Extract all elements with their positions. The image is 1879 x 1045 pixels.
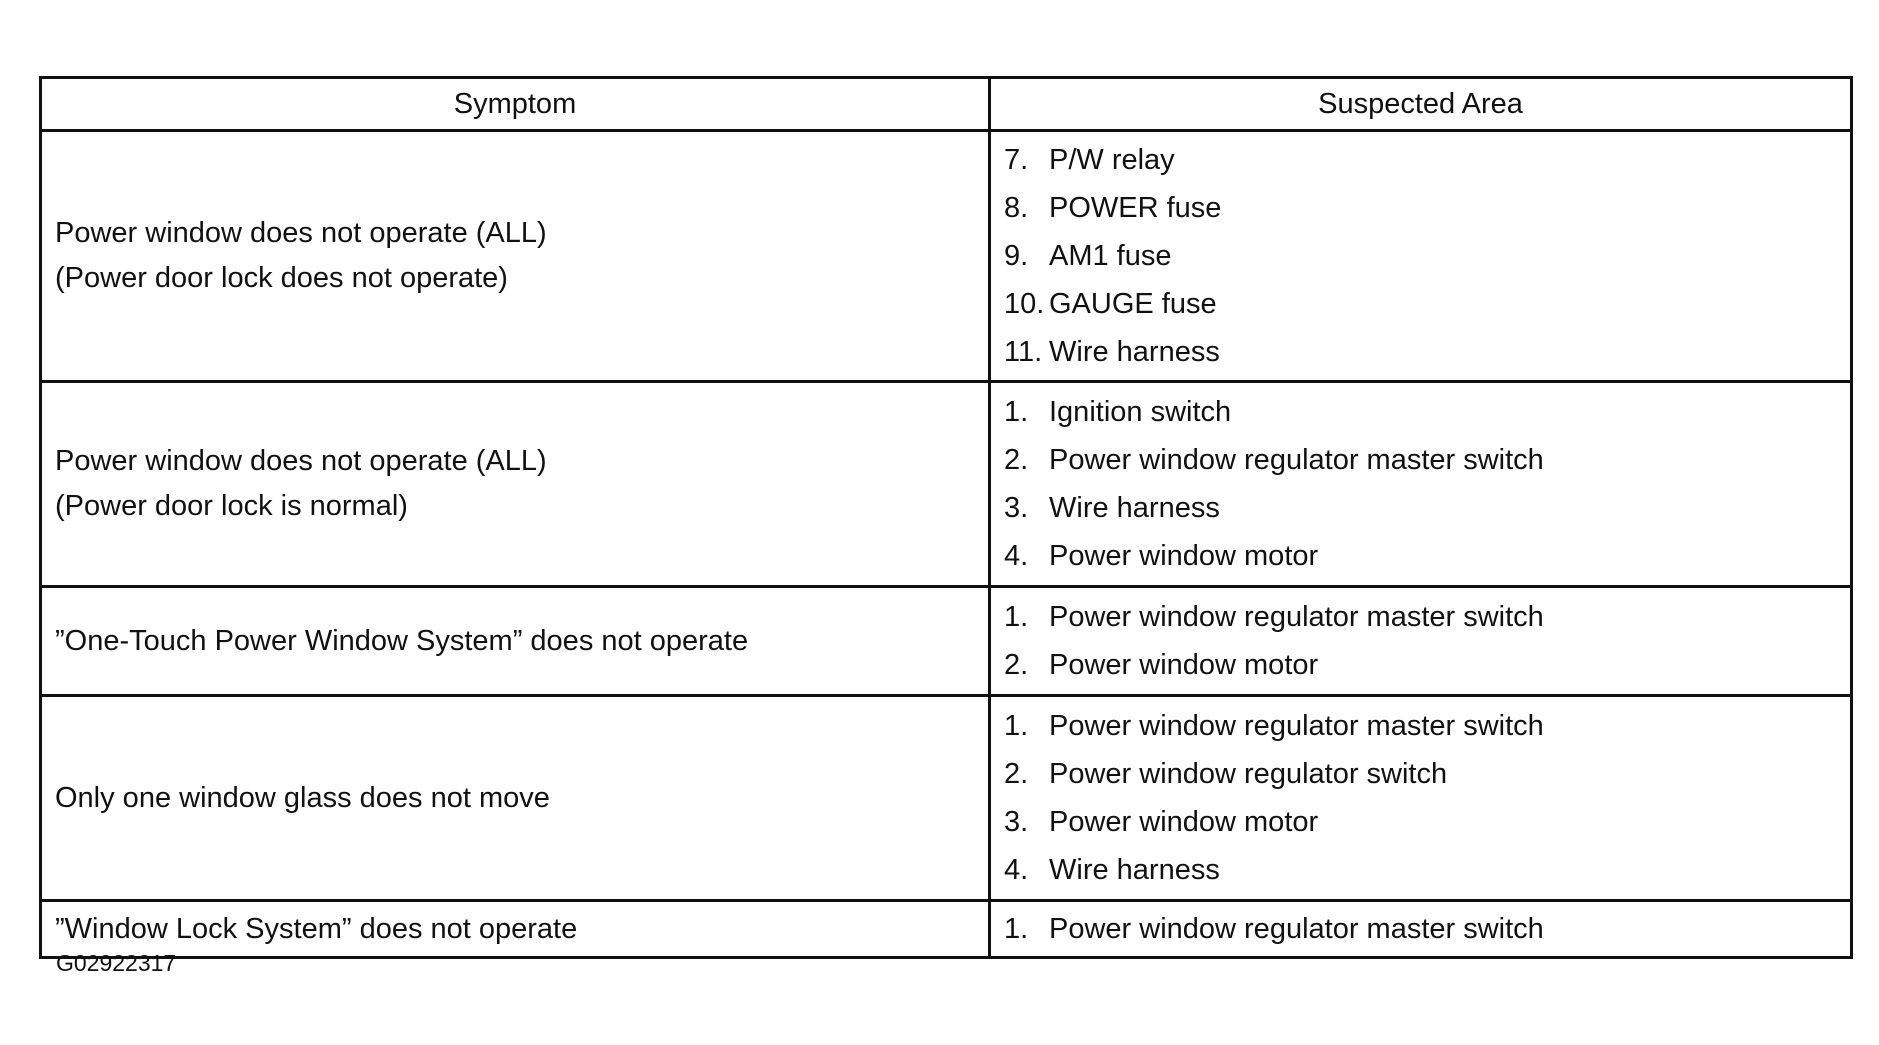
area-item <box>1004 232 1850 280</box>
header-suspected-area: Suspected Area <box>990 78 1852 131</box>
suspected-area-cell <box>990 901 1852 958</box>
table-header-row <box>41 78 1852 131</box>
symptom-cell <box>41 696 990 901</box>
area-item <box>1004 328 1850 376</box>
area-item <box>1004 136 1850 184</box>
table-row <box>41 382 1852 587</box>
area-text: P/W relay <box>1049 144 1175 176</box>
area-text: Power window regulator switch <box>1049 758 1448 790</box>
area-text: Power window motor <box>1049 540 1319 572</box>
area-text: GAUGE fuse <box>1049 288 1217 320</box>
symptom-line: Power window does not operate (ALL) <box>55 217 547 249</box>
area-number: 1. <box>1004 710 1029 742</box>
area-item <box>1004 484 1850 532</box>
area-number: 4. <box>1004 540 1029 572</box>
area-number: 3. <box>1004 806 1029 838</box>
symptom-cell <box>41 587 990 696</box>
area-item <box>1004 641 1850 689</box>
area-item <box>1004 280 1850 328</box>
area-number: 1. <box>1004 601 1029 633</box>
suspected-area-cell <box>990 587 1852 696</box>
symptom-line: (Power door lock is normal) <box>55 490 408 522</box>
area-text: AM1 fuse <box>1049 240 1172 272</box>
area-text: Power window regulator master switch <box>1049 444 1544 476</box>
symptom-line: Only one window glass does not move <box>55 781 550 814</box>
area-number: 2. <box>1004 758 1029 790</box>
area-number: 1. <box>1004 913 1029 945</box>
area-number: 1. <box>1004 396 1029 428</box>
troubleshooting-table-wrapper <box>39 76 1850 959</box>
area-text: Power window regulator master switch <box>1049 913 1544 945</box>
symptom-cell <box>41 901 990 958</box>
table-row <box>41 587 1852 696</box>
area-text: Power window regulator master switch <box>1049 710 1544 742</box>
area-item <box>1004 532 1850 580</box>
area-item <box>1004 905 1850 953</box>
area-item <box>1004 593 1850 641</box>
area-number: 8. <box>1004 192 1029 224</box>
area-text: Wire harness <box>1049 336 1220 368</box>
symptom-line: Power window does not operate (ALL) <box>55 445 547 477</box>
table-row <box>41 901 1852 958</box>
area-item <box>1004 184 1850 232</box>
header-symptom: Symptom <box>41 78 990 131</box>
area-number: 4. <box>1004 854 1029 886</box>
suspected-area-cell <box>990 696 1852 901</box>
area-text: Power window regulator master switch <box>1049 601 1544 633</box>
suspected-area-cell <box>990 382 1852 587</box>
area-text: Power window motor <box>1049 806 1319 838</box>
area-item <box>1004 436 1850 484</box>
symptom-line: ”Window Lock System” does not operate <box>55 912 578 945</box>
table-row <box>41 131 1852 382</box>
symptom-cell <box>41 131 990 382</box>
symptom-line: ”One-Touch Power Window System” does not operate <box>55 624 749 657</box>
symptom-line: (Power door lock does not operate) <box>55 262 508 294</box>
area-text: Power window motor <box>1049 649 1319 681</box>
area-item <box>1004 846 1850 894</box>
table-row <box>41 696 1852 901</box>
area-number: 2. <box>1004 444 1029 476</box>
symptom-cell <box>41 382 990 587</box>
area-text: Wire harness <box>1049 854 1220 886</box>
area-number: 7. <box>1004 144 1029 176</box>
suspected-area-cell <box>990 131 1852 382</box>
area-item <box>1004 388 1850 436</box>
troubleshooting-table <box>39 76 1853 959</box>
area-text: Ignition switch <box>1049 396 1232 428</box>
area-number: 10. <box>1004 288 1045 320</box>
area-item <box>1004 798 1850 846</box>
area-number: 11. <box>1004 336 1043 368</box>
area-text: Wire harness <box>1049 492 1220 524</box>
area-text: POWER fuse <box>1049 192 1222 224</box>
area-number: 2. <box>1004 649 1029 681</box>
area-number: 9. <box>1004 240 1029 272</box>
area-item <box>1004 702 1850 750</box>
figure-id: G02922317 <box>56 950 177 976</box>
area-number: 3. <box>1004 492 1029 524</box>
area-item <box>1004 750 1850 798</box>
